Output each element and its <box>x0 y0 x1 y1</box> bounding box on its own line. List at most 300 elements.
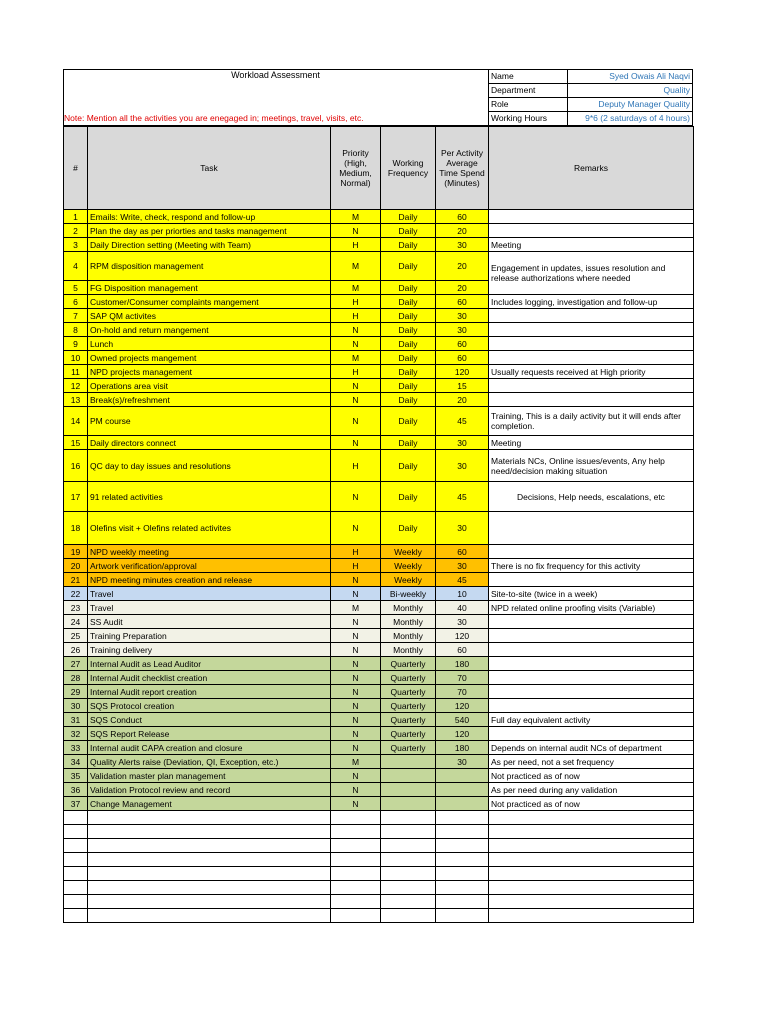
empty-cell[interactable] <box>436 839 489 853</box>
remarks-cell[interactable] <box>489 323 694 337</box>
empty-cell[interactable] <box>88 853 331 867</box>
empty-cell[interactable] <box>381 825 436 839</box>
empty-cell[interactable] <box>88 811 331 825</box>
empty-row <box>64 825 694 839</box>
priority-cell[interactable]: M <box>331 210 381 224</box>
frequency-cell[interactable]: Quarterly <box>381 685 436 699</box>
time-cell[interactable]: 45 <box>436 407 489 436</box>
info-value-department[interactable]: Quality <box>568 84 693 98</box>
task-cell[interactable]: NPD weekly meeting <box>88 545 331 559</box>
row-number-cell[interactable]: 37 <box>64 797 88 811</box>
priority-cell[interactable]: N <box>331 512 381 545</box>
priority-cell[interactable]: N <box>331 769 381 783</box>
time-cell[interactable]: 20 <box>436 252 489 281</box>
frequency-cell[interactable]: Daily <box>381 407 436 436</box>
empty-cell[interactable] <box>88 881 331 895</box>
remarks-cell[interactable] <box>489 337 694 351</box>
empty-cell[interactable] <box>381 839 436 853</box>
info-key[interactable]: Name <box>489 70 568 84</box>
priority-cell[interactable]: N <box>331 699 381 713</box>
task-cell[interactable]: Break(s)/refreshment <box>88 393 331 407</box>
remarks-cell[interactable] <box>489 727 694 741</box>
remarks-cell[interactable]: Depends on internal audit NCs of department <box>489 741 694 755</box>
time-cell[interactable]: 30 <box>436 450 489 482</box>
frequency-cell[interactable]: Daily <box>381 252 436 281</box>
task-cell[interactable]: Change Management <box>88 797 331 811</box>
remarks-cell[interactable]: Includes logging, investigation and follow-up <box>489 295 694 309</box>
priority-cell[interactable]: H <box>331 238 381 252</box>
remarks-cell[interactable] <box>489 309 694 323</box>
empty-cell[interactable] <box>64 825 88 839</box>
row-number-cell[interactable]: 5 <box>64 281 88 295</box>
row-number-cell[interactable]: 26 <box>64 643 88 657</box>
empty-cell[interactable] <box>331 867 381 881</box>
task-cell[interactable]: PM course <box>88 407 331 436</box>
info-value-name[interactable]: Syed Owais Ali Naqvi <box>568 70 693 84</box>
row-number-cell[interactable]: 35 <box>64 769 88 783</box>
time-cell[interactable]: 180 <box>436 657 489 671</box>
remarks-cell[interactable]: Engagement in updates, issues resolution and release authorizations where needed <box>489 252 694 295</box>
task-cell[interactable]: Olefins visit + Olefins related activites <box>88 512 331 545</box>
spreadsheet <box>63 69 693 923</box>
priority-cell[interactable]: N <box>331 713 381 727</box>
time-cell[interactable]: 70 <box>436 671 489 685</box>
table-row <box>64 252 694 281</box>
priority-cell[interactable]: M <box>331 755 381 769</box>
empty-cell[interactable] <box>88 895 331 909</box>
empty-cell[interactable] <box>489 881 694 895</box>
frequency-cell[interactable]: Daily <box>381 351 436 365</box>
frequency-cell[interactable]: Daily <box>381 281 436 295</box>
time-cell[interactable]: 120 <box>436 727 489 741</box>
time-cell[interactable]: 70 <box>436 685 489 699</box>
frequency-cell[interactable]: Daily <box>381 224 436 238</box>
remarks-cell[interactable]: NPD related online proofing visits (Variable) <box>489 601 694 615</box>
remarks-cell[interactable]: Decisions, Help needs, escalations, etc <box>489 482 694 512</box>
column-header-frequency[interactable]: Working Frequency <box>381 127 436 210</box>
frequency-cell[interactable]: Weekly <box>381 573 436 587</box>
row-number-cell[interactable]: 36 <box>64 783 88 797</box>
empty-cell[interactable] <box>331 909 381 923</box>
frequency-cell[interactable]: Quarterly <box>381 699 436 713</box>
empty-cell[interactable] <box>88 867 331 881</box>
row-number-cell[interactable]: 34 <box>64 755 88 769</box>
priority-cell[interactable]: N <box>331 797 381 811</box>
priority-cell[interactable]: H <box>331 559 381 573</box>
priority-cell[interactable]: N <box>331 671 381 685</box>
task-cell[interactable]: Artwork verification/approval <box>88 559 331 573</box>
time-cell[interactable]: 120 <box>436 365 489 379</box>
priority-cell[interactable]: N <box>331 337 381 351</box>
remarks-cell[interactable] <box>489 629 694 643</box>
remarks-cell[interactable]: As per need during any validation <box>489 783 694 797</box>
priority-cell[interactable]: N <box>331 657 381 671</box>
remarks-cell[interactable]: Not practiced as of now <box>489 769 694 783</box>
empty-cell[interactable] <box>64 867 88 881</box>
time-cell[interactable]: 30 <box>436 323 489 337</box>
priority-cell[interactable]: M <box>331 252 381 281</box>
row-number-cell[interactable]: 8 <box>64 323 88 337</box>
remarks-cell[interactable]: There is no fix frequency for this activity <box>489 559 694 573</box>
task-cell[interactable]: SS Audit <box>88 615 331 629</box>
empty-cell[interactable] <box>436 867 489 881</box>
row-number-cell[interactable]: 24 <box>64 615 88 629</box>
empty-cell[interactable] <box>381 895 436 909</box>
frequency-cell[interactable]: Weekly <box>381 559 436 573</box>
frequency-cell[interactable]: Quarterly <box>381 713 436 727</box>
frequency-cell[interactable]: Quarterly <box>381 727 436 741</box>
task-cell[interactable]: Validation Protocol review and record <box>88 783 331 797</box>
column-header-time[interactable]: Per Activity Average Time Spend (Minutes) <box>436 127 489 210</box>
remarks-cell[interactable] <box>489 545 694 559</box>
row-number-cell[interactable]: 4 <box>64 252 88 281</box>
empty-cell[interactable] <box>436 895 489 909</box>
task-cell[interactable]: SAP QM activites <box>88 309 331 323</box>
column-header-number[interactable]: # <box>64 127 88 210</box>
empty-cell[interactable] <box>489 909 694 923</box>
time-cell[interactable]: 20 <box>436 281 489 295</box>
time-cell[interactable]: 10 <box>436 587 489 601</box>
frequency-cell[interactable]: Daily <box>381 337 436 351</box>
table-row <box>64 769 694 783</box>
table-row <box>64 295 694 309</box>
info-key[interactable]: Working Hours <box>489 112 568 126</box>
table-row <box>64 512 694 545</box>
frequency-cell[interactable] <box>381 755 436 769</box>
time-cell[interactable]: 60 <box>436 643 489 657</box>
time-cell[interactable]: 45 <box>436 573 489 587</box>
table-row <box>64 224 694 238</box>
frequency-cell[interactable] <box>381 769 436 783</box>
task-cell[interactable]: RPM disposition management <box>88 252 331 281</box>
empty-cell[interactable] <box>436 853 489 867</box>
remarks-cell[interactable]: Full day equivalent activity <box>489 713 694 727</box>
frequency-cell[interactable]: Daily <box>381 379 436 393</box>
empty-cell[interactable] <box>331 811 381 825</box>
table-row <box>64 797 694 811</box>
frequency-cell[interactable]: Monthly <box>381 643 436 657</box>
priority-cell[interactable]: N <box>331 615 381 629</box>
remarks-cell[interactable]: Meeting <box>489 238 694 252</box>
table-row <box>64 615 694 629</box>
priority-cell[interactable]: N <box>331 323 381 337</box>
task-cell[interactable]: QC day to day issues and resolutions <box>88 450 331 482</box>
row-number-cell[interactable]: 13 <box>64 393 88 407</box>
priority-cell[interactable]: N <box>331 224 381 238</box>
task-cell[interactable]: On-hold and return mangement <box>88 323 331 337</box>
task-cell[interactable]: Training delivery <box>88 643 331 657</box>
task-cell[interactable]: Validation master plan management <box>88 769 331 783</box>
column-header-priority[interactable]: Priority (High, Medium, Normal) <box>331 127 381 210</box>
row-number-cell[interactable]: 27 <box>64 657 88 671</box>
frequency-cell[interactable]: Monthly <box>381 601 436 615</box>
time-cell[interactable]: 20 <box>436 224 489 238</box>
remarks-cell[interactable] <box>489 657 694 671</box>
task-cell[interactable]: Internal audit CAPA creation and closure <box>88 741 331 755</box>
row-number-cell[interactable]: 18 <box>64 512 88 545</box>
frequency-cell[interactable]: Quarterly <box>381 741 436 755</box>
task-cell[interactable]: Travel <box>88 601 331 615</box>
row-number-cell[interactable]: 25 <box>64 629 88 643</box>
remarks-cell[interactable] <box>489 351 694 365</box>
frequency-cell[interactable]: Quarterly <box>381 657 436 671</box>
empty-cell[interactable] <box>331 853 381 867</box>
empty-cell[interactable] <box>489 825 694 839</box>
remarks-cell[interactable] <box>489 379 694 393</box>
priority-cell[interactable]: N <box>331 379 381 393</box>
column-header-task[interactable]: Task <box>88 127 331 210</box>
priority-cell[interactable]: N <box>331 741 381 755</box>
row-number-cell[interactable]: 16 <box>64 450 88 482</box>
row-number-cell[interactable]: 33 <box>64 741 88 755</box>
time-cell[interactable] <box>436 783 489 797</box>
empty-cell[interactable] <box>489 811 694 825</box>
frequency-cell[interactable]: Daily <box>381 210 436 224</box>
remarks-cell[interactable] <box>489 224 694 238</box>
time-cell[interactable]: 60 <box>436 545 489 559</box>
priority-cell[interactable]: H <box>331 309 381 323</box>
remarks-cell[interactable] <box>489 643 694 657</box>
remarks-cell[interactable] <box>489 210 694 224</box>
task-cell[interactable]: Customer/Consumer complaints mangement <box>88 295 331 309</box>
frequency-cell[interactable]: Daily <box>381 393 436 407</box>
row-number-cell[interactable]: 6 <box>64 295 88 309</box>
row-number-cell[interactable]: 11 <box>64 365 88 379</box>
row-number-cell[interactable]: 10 <box>64 351 88 365</box>
remarks-cell[interactable]: Usually requests received at High priority <box>489 365 694 379</box>
row-number-cell[interactable]: 12 <box>64 379 88 393</box>
empty-cell[interactable] <box>436 825 489 839</box>
empty-cell[interactable] <box>331 825 381 839</box>
column-header-remarks[interactable]: Remarks <box>489 127 694 210</box>
remarks-cell[interactable] <box>489 671 694 685</box>
frequency-cell[interactable]: Bi-weekly <box>381 587 436 601</box>
task-cell[interactable]: SQS Conduct <box>88 713 331 727</box>
time-cell[interactable]: 30 <box>436 309 489 323</box>
priority-cell[interactable]: M <box>331 601 381 615</box>
time-cell[interactable]: 180 <box>436 741 489 755</box>
priority-cell[interactable]: N <box>331 727 381 741</box>
info-value-role[interactable]: Deputy Manager Quality <box>568 98 693 112</box>
priority-cell[interactable]: N <box>331 685 381 699</box>
remarks-cell[interactable]: Meeting <box>489 436 694 450</box>
task-cell[interactable]: Quality Alerts raise (Deviation, QI, Exception, etc.) <box>88 755 331 769</box>
time-cell[interactable]: 30 <box>436 559 489 573</box>
time-cell[interactable]: 15 <box>436 379 489 393</box>
priority-cell[interactable]: N <box>331 482 381 512</box>
empty-cell[interactable] <box>381 811 436 825</box>
time-cell[interactable]: 45 <box>436 482 489 512</box>
priority-cell[interactable]: N <box>331 393 381 407</box>
table-row <box>64 643 694 657</box>
time-cell[interactable]: 30 <box>436 512 489 545</box>
table-row <box>64 559 694 573</box>
priority-cell[interactable]: N <box>331 643 381 657</box>
row-number-cell[interactable]: 30 <box>64 699 88 713</box>
empty-cell[interactable] <box>64 881 88 895</box>
task-cell[interactable]: NPD meeting minutes creation and release <box>88 573 331 587</box>
table-row <box>64 238 694 252</box>
empty-cell[interactable] <box>489 839 694 853</box>
priority-cell[interactable]: M <box>331 281 381 295</box>
remarks-cell[interactable] <box>489 699 694 713</box>
empty-cell[interactable] <box>436 909 489 923</box>
row-number-cell[interactable]: 3 <box>64 238 88 252</box>
empty-cell[interactable] <box>64 839 88 853</box>
info-value-working-hours[interactable]: 9*6 (2 saturdays of 4 hours) <box>568 112 693 126</box>
activity-table <box>63 126 694 923</box>
empty-cell[interactable] <box>88 839 331 853</box>
priority-cell[interactable]: N <box>331 587 381 601</box>
frequency-cell[interactable]: Daily <box>381 295 436 309</box>
frequency-cell[interactable]: Daily <box>381 450 436 482</box>
task-cell[interactable]: Internal Audit report creation <box>88 685 331 699</box>
row-number-cell[interactable]: 21 <box>64 573 88 587</box>
remarks-cell[interactable]: Materials NCs, Online issues/events, Any help need/decision making situation <box>489 450 694 482</box>
time-cell[interactable]: 120 <box>436 699 489 713</box>
task-cell[interactable]: Travel <box>88 587 331 601</box>
remarks-cell[interactable]: As per need, not a set frequency <box>489 755 694 769</box>
row-number-cell[interactable]: 1 <box>64 210 88 224</box>
frequency-cell[interactable]: Daily <box>381 482 436 512</box>
priority-cell[interactable]: H <box>331 545 381 559</box>
empty-cell[interactable] <box>331 895 381 909</box>
time-cell[interactable]: 60 <box>436 337 489 351</box>
frequency-cell[interactable]: Daily <box>381 436 436 450</box>
time-cell[interactable]: 30 <box>436 615 489 629</box>
priority-cell[interactable]: H <box>331 450 381 482</box>
empty-cell[interactable] <box>436 881 489 895</box>
row-number-cell[interactable]: 20 <box>64 559 88 573</box>
empty-cell[interactable] <box>64 853 88 867</box>
empty-cell[interactable] <box>489 853 694 867</box>
remarks-cell[interactable] <box>489 512 694 545</box>
task-cell[interactable]: FG Disposition management <box>88 281 331 295</box>
empty-cell[interactable] <box>88 909 331 923</box>
row-number-cell[interactable]: 29 <box>64 685 88 699</box>
task-cell[interactable]: Lunch <box>88 337 331 351</box>
task-cell[interactable]: Internal Audit checklist creation <box>88 671 331 685</box>
priority-cell[interactable]: H <box>331 295 381 309</box>
empty-cell[interactable] <box>64 811 88 825</box>
row-number-cell[interactable]: 32 <box>64 727 88 741</box>
row-number-cell[interactable]: 22 <box>64 587 88 601</box>
task-cell[interactable]: Internal Audit as Lead Auditor <box>88 657 331 671</box>
remarks-cell[interactable]: Training, This is a daily activity but it will ends after completion. <box>489 407 694 436</box>
row-number-cell[interactable]: 17 <box>64 482 88 512</box>
empty-cell[interactable] <box>381 867 436 881</box>
time-cell[interactable]: 120 <box>436 629 489 643</box>
empty-cell[interactable] <box>381 909 436 923</box>
remarks-cell[interactable]: Not practiced as of now <box>489 797 694 811</box>
row-number-cell[interactable]: 23 <box>64 601 88 615</box>
empty-cell[interactable] <box>436 811 489 825</box>
empty-cell[interactable] <box>64 895 88 909</box>
time-cell[interactable]: 20 <box>436 393 489 407</box>
empty-cell[interactable] <box>88 825 331 839</box>
frequency-cell[interactable]: Daily <box>381 512 436 545</box>
time-cell[interactable]: 30 <box>436 755 489 769</box>
frequency-cell[interactable]: Daily <box>381 365 436 379</box>
task-cell[interactable]: NPD projects management <box>88 365 331 379</box>
priority-cell[interactable]: N <box>331 407 381 436</box>
priority-cell[interactable]: N <box>331 629 381 643</box>
task-cell[interactable]: Emails: Write, check, respond and follow-up <box>88 210 331 224</box>
remarks-cell[interactable] <box>489 685 694 699</box>
task-cell[interactable]: Training Preparation <box>88 629 331 643</box>
table-row <box>64 379 694 393</box>
frequency-cell[interactable]: Monthly <box>381 629 436 643</box>
time-cell[interactable]: 30 <box>436 436 489 450</box>
frequency-cell[interactable]: Weekly <box>381 545 436 559</box>
row-number-cell[interactable]: 7 <box>64 309 88 323</box>
row-number-cell[interactable]: 2 <box>64 224 88 238</box>
frequency-cell[interactable]: Daily <box>381 309 436 323</box>
task-cell[interactable]: Owned projects mangement <box>88 351 331 365</box>
time-cell[interactable] <box>436 769 489 783</box>
task-cell[interactable]: 91 related activities <box>88 482 331 512</box>
task-cell[interactable]: Operations area visit <box>88 379 331 393</box>
empty-cell[interactable] <box>381 853 436 867</box>
priority-cell[interactable]: M <box>331 351 381 365</box>
empty-cell[interactable] <box>489 867 694 881</box>
frequency-cell[interactable]: Daily <box>381 323 436 337</box>
info-key[interactable]: Role <box>489 98 568 112</box>
row-number-cell[interactable]: 15 <box>64 436 88 450</box>
task-cell[interactable]: SQS Report Release <box>88 727 331 741</box>
time-cell[interactable]: 30 <box>436 238 489 252</box>
time-cell[interactable] <box>436 797 489 811</box>
row-number-cell[interactable]: 19 <box>64 545 88 559</box>
time-cell[interactable]: 60 <box>436 295 489 309</box>
priority-cell[interactable]: N <box>331 783 381 797</box>
row-number-cell[interactable]: 28 <box>64 671 88 685</box>
task-cell[interactable]: SQS Protocol creation <box>88 699 331 713</box>
remarks-cell[interactable] <box>489 615 694 629</box>
row-number-cell[interactable]: 9 <box>64 337 88 351</box>
empty-cell[interactable] <box>381 881 436 895</box>
empty-cell[interactable] <box>331 881 381 895</box>
info-key[interactable]: Department <box>489 84 568 98</box>
empty-cell[interactable] <box>489 895 694 909</box>
time-cell[interactable]: 540 <box>436 713 489 727</box>
task-cell[interactable]: Daily directors connect <box>88 436 331 450</box>
empty-row <box>64 867 694 881</box>
frequency-cell[interactable]: Quarterly <box>381 671 436 685</box>
time-cell[interactable]: 60 <box>436 351 489 365</box>
row-number-cell[interactable]: 14 <box>64 407 88 436</box>
empty-cell[interactable] <box>331 839 381 853</box>
note-text: Mention all the activities you are enegaged in; meetings, travel, visits, etc. <box>84 113 364 123</box>
remarks-cell[interactable] <box>489 573 694 587</box>
frequency-cell[interactable] <box>381 783 436 797</box>
frequency-cell[interactable]: Monthly <box>381 615 436 629</box>
priority-cell[interactable]: N <box>331 573 381 587</box>
row-number-cell[interactable]: 31 <box>64 713 88 727</box>
remarks-cell[interactable] <box>489 393 694 407</box>
task-cell[interactable]: Plan the day as per priorties and tasks management <box>88 224 331 238</box>
priority-cell[interactable]: H <box>331 365 381 379</box>
frequency-cell[interactable] <box>381 797 436 811</box>
frequency-cell[interactable]: Daily <box>381 238 436 252</box>
time-cell[interactable]: 40 <box>436 601 489 615</box>
priority-cell[interactable]: N <box>331 436 381 450</box>
table-row <box>64 699 694 713</box>
remarks-cell[interactable]: Site-to-site (twice in a week) <box>489 587 694 601</box>
task-cell[interactable]: Daily Direction setting (Meeting with Team) <box>88 238 331 252</box>
empty-cell[interactable] <box>64 909 88 923</box>
time-cell[interactable]: 60 <box>436 210 489 224</box>
